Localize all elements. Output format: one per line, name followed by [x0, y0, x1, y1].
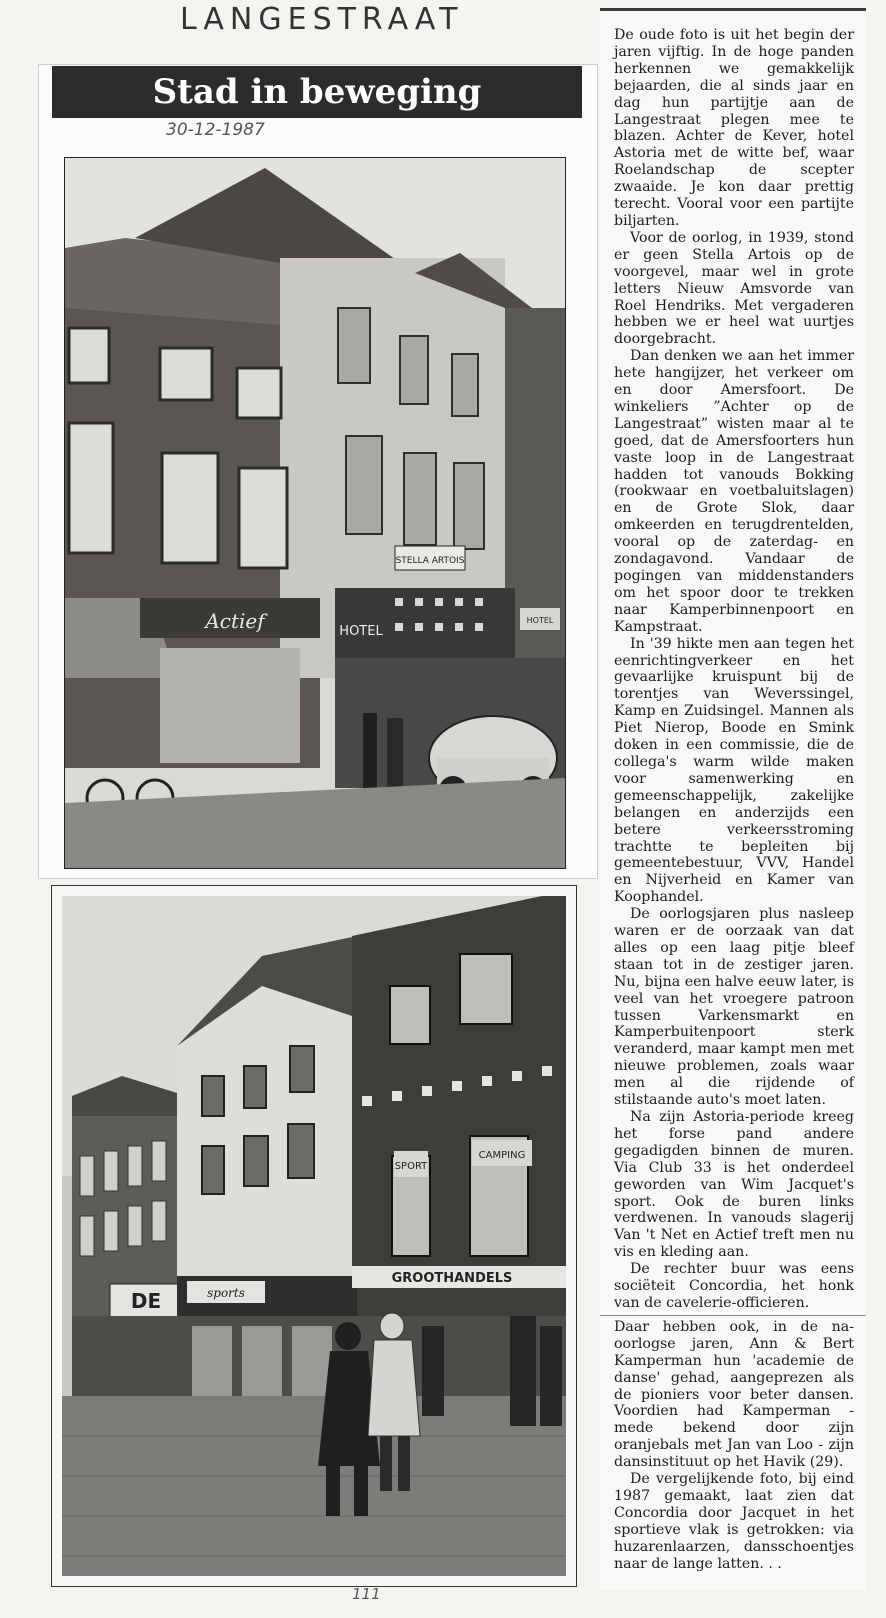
sign-actief: Actief	[205, 609, 265, 633]
sign-stella-artois: STELLA ARTOIS	[395, 556, 465, 566]
sign-sport: SPORT	[394, 1161, 428, 1172]
headline: Stad in beweging	[152, 72, 482, 112]
article-column	[600, 8, 866, 1590]
modern-street-photo	[52, 886, 576, 1586]
column-divider	[600, 1315, 866, 1316]
historic-photo-drawing	[65, 158, 565, 868]
handwritten-page-mark: 111	[352, 1585, 381, 1603]
sign-hotel: HOTEL	[339, 624, 383, 639]
article-paragraph: In '39 hikte men aan tegen het eenrichtingverkeer en het gevaarlijke kruispunt bij de torentjes van Weverssingel, Kamp en Zuidsingel. Mannen als Piet Nierop, Boode en Smink doken in een commissie, die de collega's warm wilde maken voor samenwerking en gemeenschappelijk, zakelijke belangen en anderzijds een betere verkeersstroming trachtte te bepleiten bij gemeentebestuur, VVV, Handel en Nijverheid en Kamer van Koophandel.	[614, 635, 854, 906]
article-paragraph: De rechter buur was eens sociëteit Concordia, het honk van de cavelerie-officieren.	[614, 1261, 854, 1311]
handwritten-date: 30-12-1987	[166, 120, 265, 140]
article-paragraph: Dan denken we aan het immer hete hangijzer, het verkeer om en door Amersfoort. De winkeliers ”Achter op de Langestraat” wisten maar al te goed, dat de Amersfoorters hun vaste loop in de Langestraat hadden tot vanouds Bokking (rookwaar en voetbaluitslagen) en de Grote Slok, daar omkeerden en terugdrentelden, vooral op de zaterdag- en zondagavond. Vandaar de pogingen van middenstanders om het spoor door te trekken naar Kamperbinnenpoort en Kampstraat.	[614, 348, 854, 635]
handwritten-title: LANGESTRAAT	[180, 2, 464, 37]
article-paragraph: Voor de oorlog, in 1939, stond er geen Stella Artois op de voorgevel, maar wel in grote letters Nieuw Amsvorde van Roel Hendriks. Met vergaderen hebben we er heel wat uurtjes doorgebracht.	[614, 229, 854, 348]
sign-camping: CAMPING	[478, 1150, 526, 1161]
sign-de: DE	[130, 1289, 162, 1313]
article-paragraph: De oude foto is uit het begin der jaren vijftig. In de hoge panden herkennen we gemakkelijk bejaarden, die al sinds jaar en dag hun partijtje aan de Langestraat plegen mee te blazen. Achter de Kever, hotel Astoria met de witte bef, waar Roelandschap de scepter zwaaide. Je kon daar prettig terecht. Vooral voor een partijte biljarten.	[614, 27, 854, 229]
modern-photo-drawing	[62, 896, 566, 1576]
sign-hotel-small: HOTEL	[526, 616, 554, 625]
article-paragraph: Na zijn Astoria-periode kreeg het forse pand andere gegadigden binnen de muren. Via Club 33 is het onderdeel geworden van Wim Jacquet's sport. Ook de buren links verdwenen. In vanouds slagerij Van 't Net en Actief treft men nu vis en kleding aan.	[614, 1109, 854, 1261]
headline-bar	[52, 66, 582, 118]
article-paragraph: Daar hebben ook, in de na-oorlogse jaren, Ann & Bert Kamperman hun 'academie de danse' gehad, aangeprezen als de pioniers voor beter dansen. Voordien had Kamperman - mede bekend door zijn oranjebals met Jan van Loo - zijn dansinstituut op het Havik (29).	[614, 1318, 854, 1471]
article-paragraph: De vergelijkende foto, bij eind 1987 gemaakt, laat zien dat Concordia door Jacquet in het sportieve vlak is getrokken: via huzarenlaarzen, dansschoentjes naar de lange latten. . .	[614, 1471, 854, 1572]
historic-street-photo	[64, 157, 566, 869]
article-paragraph: De oorlogsjaren plus nasleep waren er de oorzaak van dat alles op een laag pitje bleef staan tot in de zestiger jaren. Nu, bijna een halve eeuw later, is veel van het vroegere patroon tussen Varkensmarkt en Kamperbuitenpoort sterk veranderd, maar kampt men met nieuwe problemen, zoals waar men al die rijdende of stilstaande auto's moet laten.	[614, 906, 854, 1109]
sign-sports: sports	[207, 1286, 245, 1300]
sign-groothandels: GROOTHANDELS	[391, 1271, 513, 1286]
